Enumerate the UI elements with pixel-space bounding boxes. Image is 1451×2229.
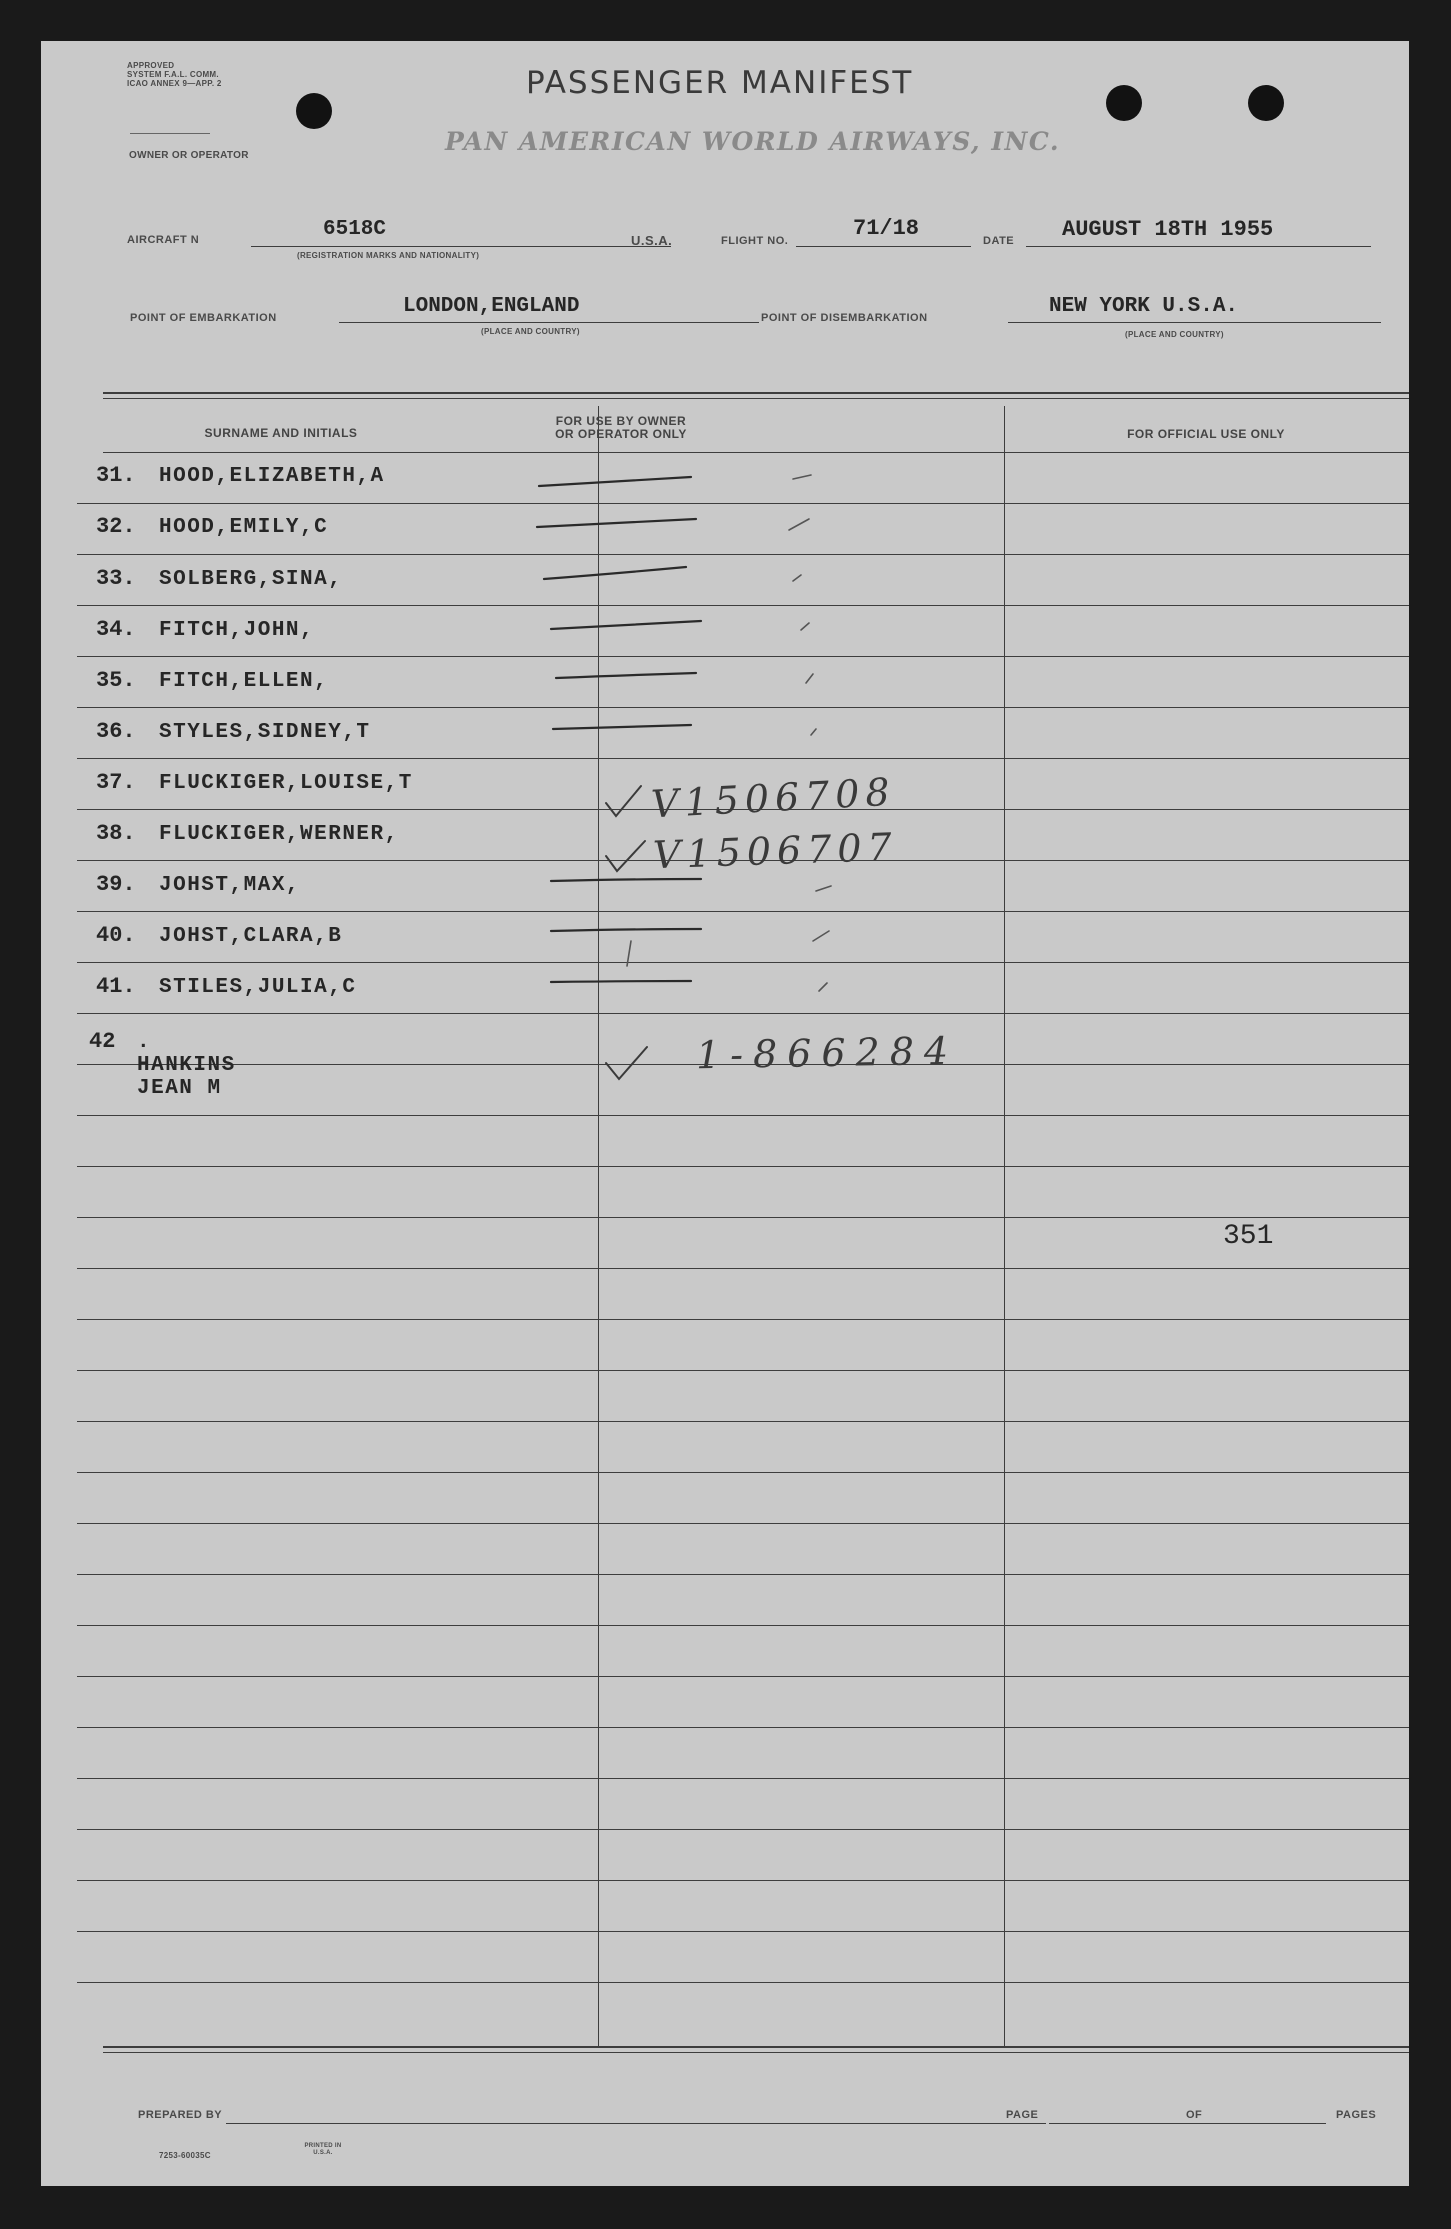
approved-text: APPROVED xyxy=(127,61,175,70)
dash-mark xyxy=(553,725,691,729)
system-text: SYSTEM F.A.L. COMM. xyxy=(127,70,219,79)
check-mark xyxy=(606,786,641,816)
row-number: 39. xyxy=(96,872,136,897)
tick-mark xyxy=(813,931,829,941)
owner-operator-label: OWNER OR OPERATOR xyxy=(129,150,249,161)
dash-mark xyxy=(537,519,696,527)
page-stamp: 351 xyxy=(1223,1221,1274,1252)
page-label: PAGE xyxy=(1006,2109,1039,2121)
row-number: 40. xyxy=(96,923,136,948)
row-number: 33. xyxy=(96,566,136,591)
tick-mark xyxy=(801,623,809,630)
date-label: DATE xyxy=(983,235,1015,247)
tick-mark xyxy=(793,575,801,581)
date-value: AUGUST 18TH 1955 xyxy=(1062,217,1274,242)
dash-mark xyxy=(556,673,696,678)
manifest-page xyxy=(41,41,1409,2186)
passenger-name: STILES,JULIA,C xyxy=(159,976,357,999)
pages-label: PAGES xyxy=(1336,2109,1377,2121)
passenger-name: JOHST,MAX, xyxy=(159,874,301,897)
passenger-name: JOHST,CLARA,B xyxy=(159,925,343,948)
table-bottom-rule-2 xyxy=(103,2052,1409,2053)
disembarkation-value: NEW YORK U.S.A. xyxy=(1049,295,1239,318)
tick-mark xyxy=(789,519,809,530)
airline-name: PAN AMERICAN WORLD AIRWAYS, INC. xyxy=(445,127,1061,156)
page-line xyxy=(1049,2123,1214,2124)
printed-label: PRINTED IN U.S.A. xyxy=(304,2143,342,2156)
dash-mark xyxy=(539,477,691,486)
form-code: 7253-60035C xyxy=(159,2151,211,2160)
row-number: 36. xyxy=(96,719,136,744)
dash-mark xyxy=(551,981,691,982)
tick-mark xyxy=(816,886,831,891)
prepared-by-label: PREPARED BY xyxy=(138,2109,223,2121)
owner-note: V1506707 xyxy=(652,824,899,878)
passenger-name: HOOD,ELIZABETH,A xyxy=(159,465,385,488)
disembarkation-caption: (PLACE AND COUNTRY) xyxy=(1125,330,1224,339)
dash-mark xyxy=(551,621,701,629)
row-number: 38. xyxy=(96,821,136,846)
embarkation-value: LONDON,ENGLAND xyxy=(403,295,580,318)
dash-mark xyxy=(551,879,701,881)
row-number: 32. xyxy=(96,514,136,539)
check-mark xyxy=(606,1047,647,1079)
row-number: 41. xyxy=(96,974,136,999)
handwriting-layer xyxy=(41,41,1409,2186)
prepared-by-line xyxy=(226,2123,1046,2124)
row-number: 37. xyxy=(96,770,136,795)
of-line xyxy=(1211,2123,1326,2124)
col-owner-line1: FOR USE BY OWNER xyxy=(555,414,687,428)
form-title: PASSENGER MANIFEST xyxy=(526,65,914,101)
tick-mark xyxy=(811,729,816,735)
col-surname-header: SURNAME AND INITIALS xyxy=(204,426,358,440)
dash-mark xyxy=(551,929,701,931)
of-label: OF xyxy=(1186,2109,1203,2121)
tick-mark xyxy=(627,941,631,966)
owner-note: 1-866284 xyxy=(695,1028,959,1078)
usa-label: U.S.A. xyxy=(631,233,673,248)
aircraft-label: AIRCRAFT N xyxy=(127,234,200,246)
flight-label: FLIGHT NO. xyxy=(721,235,789,247)
flight-value: 71/18 xyxy=(853,216,920,241)
col-official-header: FOR OFFICIAL USE ONLY xyxy=(1127,427,1285,441)
dash-mark xyxy=(544,567,686,579)
owner-note: V1506708 xyxy=(650,769,897,827)
aircraft-value: 6518C xyxy=(323,218,387,241)
row-number: 34. xyxy=(96,617,136,642)
tick-mark xyxy=(806,674,813,683)
registration-caption: (REGISTRATION MARKS AND NATIONALITY) xyxy=(297,251,480,260)
passenger-name: . HANKINS JEAN M xyxy=(137,1031,236,1100)
row-number: 31. xyxy=(96,463,136,488)
tick-mark xyxy=(819,983,827,991)
passenger-name: FITCH,JOHN, xyxy=(159,619,315,642)
tick-mark xyxy=(793,475,811,479)
row-number: 42 xyxy=(89,1029,116,1054)
embarkation-caption: (PLACE AND COUNTRY) xyxy=(481,327,580,336)
passenger-name: HOOD,EMILY,C xyxy=(159,516,329,539)
disembarkation-label: POINT OF DISEMBARKATION xyxy=(761,312,928,324)
passenger-name: FLUCKIGER,WERNER, xyxy=(159,823,399,846)
icao-text: ICAO ANNEX 9—APP. 2 xyxy=(127,79,222,88)
embarkation-label: POINT OF EMBARKATION xyxy=(130,312,277,324)
passenger-name: SOLBERG,SINA, xyxy=(159,568,343,591)
passenger-name: STYLES,SIDNEY,T xyxy=(159,721,371,744)
row-number: 35. xyxy=(96,668,136,693)
check-mark xyxy=(606,841,645,871)
table-bottom-rule xyxy=(103,2046,1409,2048)
passenger-name: FLUCKIGER,LOUISE,T xyxy=(159,772,413,795)
passenger-name: FITCH,ELLEN, xyxy=(159,670,329,693)
col-owner-line2: OR OPERATOR ONLY xyxy=(555,427,687,441)
